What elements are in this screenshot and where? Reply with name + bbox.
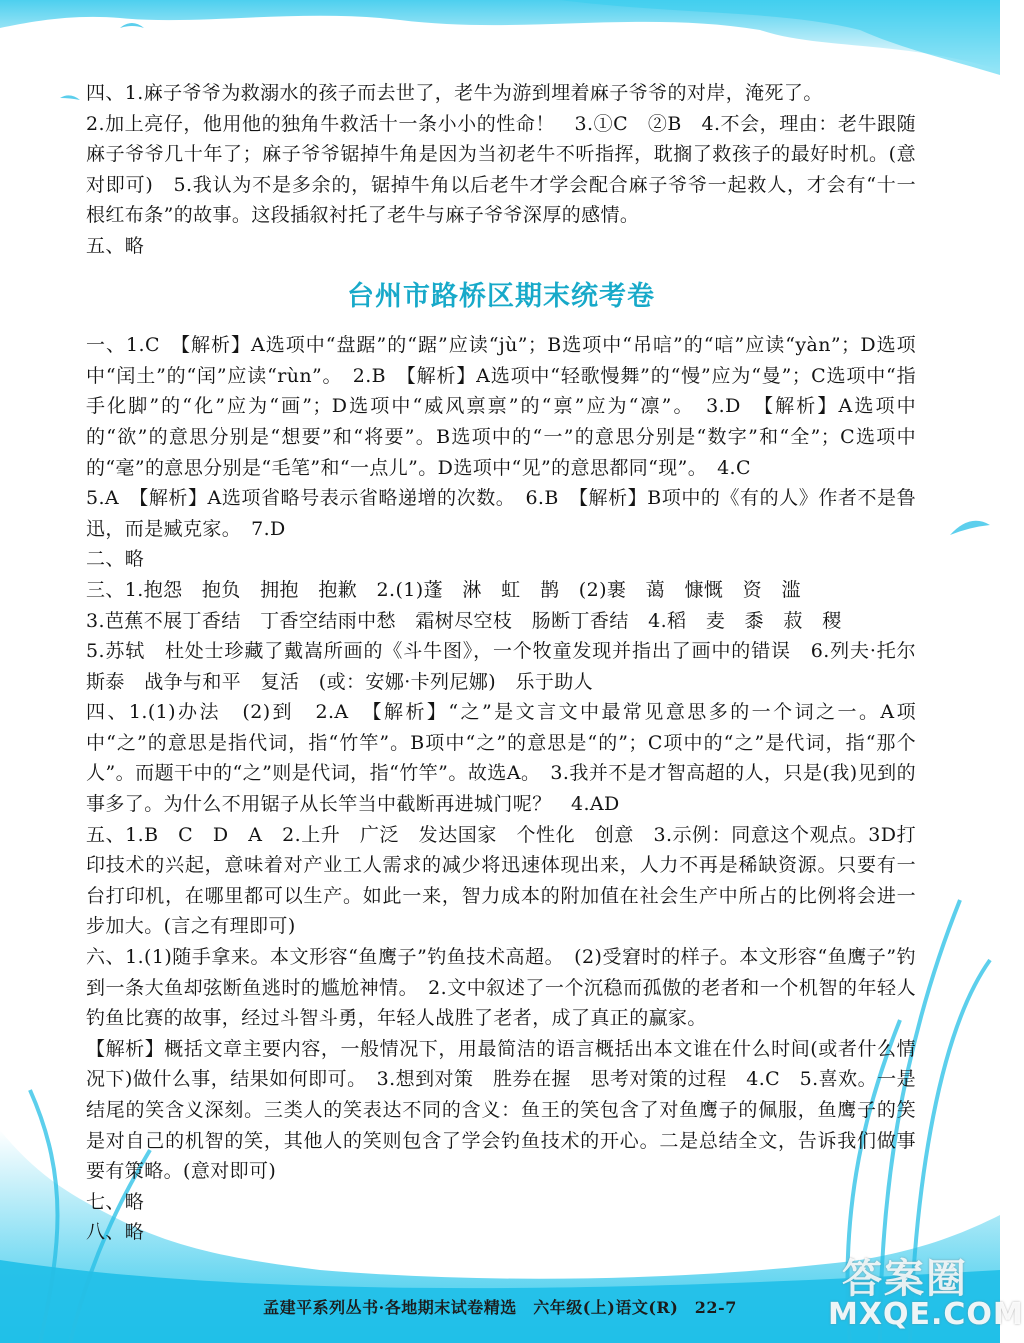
answer-paragraph: 七、略 [86,1190,145,1213]
watermark-logo [828,1247,1024,1337]
page-footer: 孟建平系列丛书·各地期末试卷精选 六年级(上)语文(R) 22-7 [263,1298,737,1317]
watermark-url: MXQE.COM [828,1297,1024,1332]
answer-paragraph: 八、略 [86,1221,145,1244]
answer-paragraph: 2.加上亮仔，他用他的独角牛救活十一条小小的性命！ 3.①C ②B 4.不会，理由：老牛跟随麻子爷爷几十年了；麻子爷爷锯掉牛角是因为当初老牛不听指挥，耽搁了救孩子的最好时机。(意对即可) 5.我认为不是多余的，锯掉牛角以后老牛才学会配合麻子爷爷一起救人，才会有“十一根红布条”的故事。这段插叙衬托了老牛与麻子爷爷深厚的感情。 [86,112,916,227]
answer-page-body [86,78,916,1248]
watermark-text: 答案圈 [842,1256,968,1302]
answer-paragraph: 二、略 [86,548,145,571]
answer-paragraph: 四、1.麻子爷爷为救溺水的孩子而去世了，老牛为游到埋着麻子爷爷的对岸，淹死了。 [86,82,823,104]
answer-paragraph: 六、1.(1)随手拿来。本文形容“鱼鹰子”钓鱼技术高超。 (2)受窘时的样子。本文形容“鱼鹰子”钓到一条大鱼却弦断鱼逃时的尴尬神情。 2.文中叙述了一个沉稳而孤傲的老者和一个机智的年轻人钓鱼比赛的故事，经过斗智斗勇，年轻人战胜了老者，成了真正的赢家。 [86,946,916,1030]
answer-paragraph: 【解析】概括文章主要内容，一般情况下，用最简洁的语言概括出本文谁在什么时间(或者什么情况下)做什么事，结果如何即可。 3.想到对策 胜券在握 思考对策的过程 4.C 5.喜欢。一是结尾的笑含义深刻。三类人的笑表达不同的含义：鱼王的笑包含了对鱼鹰子的佩服，鱼鹰子的笑是对自己的机智的笑，其他人的笑则包含了学会钓鱼技术的开心。二是总结全文，告诉我们做事要有策略。(意对即可) [86,1037,916,1183]
answer-paragraph: 五、略 [86,234,145,257]
answer-paragraph: 四、1.(1)办法 (2)到 2.A 【解析】“之”是文言文中最常见意思多的一个词之一。A项中“之”的意思是指代词，指“竹竿”。B项中“之”的意思是“的”；C项中的“之”是代词，指“那个人”。而题干中的“之”则是代词，指“竹竿”。故选A。 3.我并不是才智高超的人，只是(我)见到的事多了。为什么不用锯子从长竿当中截断再进城门呢？ 4.AD [86,701,916,816]
exam-title: 台州市路桥区期末统考卷 [347,280,655,312]
answer-paragraph: 一、1.C 【解析】A选项中“盘踞”的“踞”应读“jù”；B选项中“吊唁”的“唁”应读“yàn”；D选项中“闰土”的“闰”应读“rùn”。 2.B 【解析】A选项中“轻歌慢舞”的“慢”应为“曼”；C选项中“指手化脚”的“化”应为“画”；D选项中“威风禀禀”的“禀”应为“凛”。 3.D 【解析】A选项中的“欲”的意思分别是“想要”和“将要”。B选项中的“一”的意思分别是“数字”和“全”；C选项中的“毫”的意思分别是“毛笔”和“一点儿”。D选项中“见”的意思都同“现”。 4.C [86,334,916,479]
answer-paragraph: 5.A 【解析】A选项省略号表示省略递增的次数。 6.B 【解析】B项中的《有的人》作者不是鲁迅，而是臧克家。 7.D [86,487,916,540]
answer-paragraph: 三、1.抱怨 抱负 拥抱 抱歉 2.(1)蓬 淋 虹 鹊 (2)裹 蔼 慷慨 资 滥 [86,578,801,601]
answer-paragraph: 5.苏轼 杜处士珍藏了戴嵩所画的《斗牛图》，一个牧童发现并指出了画中的错误 6.列夫·托尔斯泰 战争与和平 复活 (或：安娜·卡列尼娜) 乐于助人 [86,640,916,693]
answer-paragraph: 五、1.B C D A 2.上升 广泛 发达国家 个性化 创意 3.示例：同意这个观点。3D打印技术的兴起，意味着对产业工人需求的减少将迅速体现出来，人力不再是稀缺资源。只要有一台打印机，在哪里都可以生产。如此一来，智力成本的附加值在社会生产中所占的比例将会进一步加大。(言之有理即可) [86,823,916,938]
answer-paragraph: 3.芭蕉不展丁香结 丁香空结雨中愁 霜树尽空枝 肠断丁香结 4.稻 麦 黍 菽 稷 [86,609,842,632]
top-wave-decor [0,0,1000,75]
